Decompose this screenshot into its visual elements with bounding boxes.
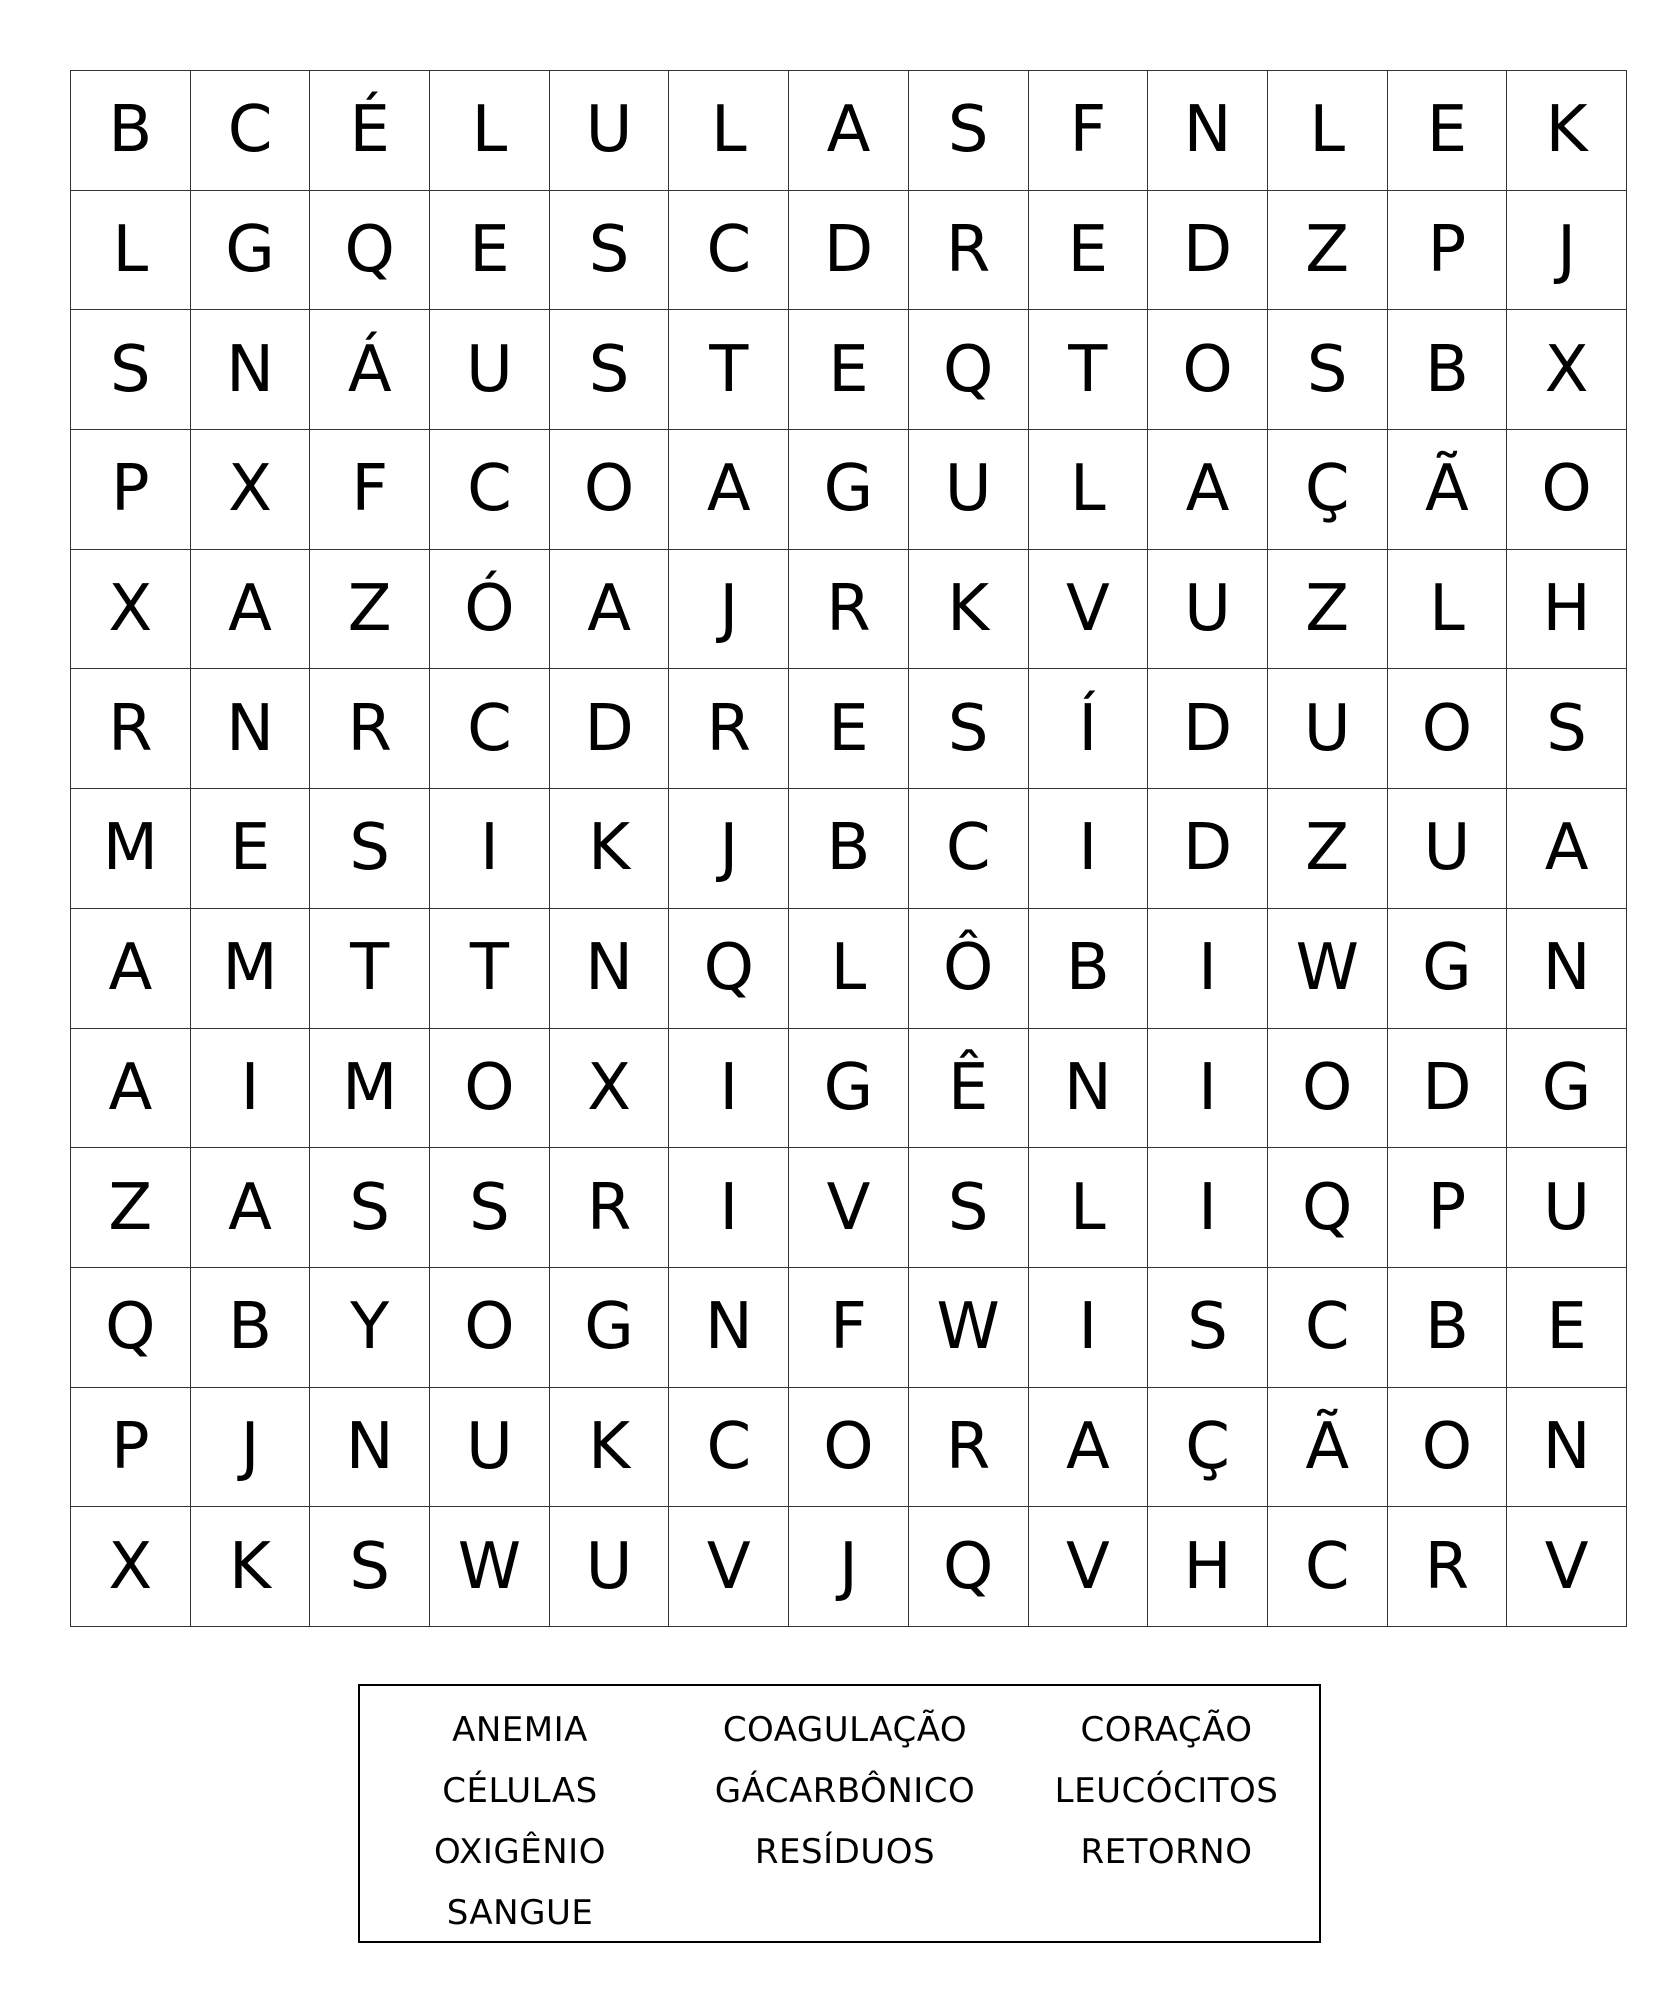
grid-cell[interactable]: S <box>1507 669 1627 789</box>
grid-cell[interactable]: X <box>71 1507 191 1627</box>
grid-cell[interactable]: D <box>549 669 669 789</box>
grid-cell[interactable]: A <box>1148 430 1268 550</box>
grid-cell[interactable]: O <box>1267 1028 1387 1148</box>
grid-cell[interactable]: A <box>1028 1387 1148 1507</box>
grid-cell[interactable]: E <box>1507 1267 1627 1387</box>
grid-cell[interactable]: S <box>908 71 1028 191</box>
grid-cell[interactable]: N <box>190 669 310 789</box>
grid-cell[interactable]: Ó <box>430 549 550 669</box>
grid-cell[interactable]: E <box>430 190 550 310</box>
grid-cell[interactable]: W <box>1267 908 1387 1028</box>
word-list <box>360 1700 1319 1944</box>
grid-cell[interactable]: K <box>1507 71 1627 191</box>
grid-cell[interactable]: H <box>1507 549 1627 669</box>
grid-cell[interactable]: B <box>1028 908 1148 1028</box>
grid-cell[interactable]: S <box>310 1148 430 1268</box>
grid-cell[interactable]: Q <box>1267 1148 1387 1268</box>
grid-cell[interactable]: A <box>71 1028 191 1148</box>
grid-cell[interactable]: T <box>669 310 789 430</box>
grid-cell[interactable]: K <box>190 1507 310 1627</box>
grid-cell[interactable]: R <box>549 1148 669 1268</box>
word-item: COAGULAÇÃO <box>722 1710 968 1750</box>
grid-cell[interactable]: Q <box>71 1267 191 1387</box>
word-item: GÁCARBÔNICO <box>714 1771 976 1811</box>
grid-cell[interactable]: K <box>908 549 1028 669</box>
grid-cell[interactable]: W <box>908 1267 1028 1387</box>
grid-cell[interactable]: T <box>430 908 550 1028</box>
grid-row <box>71 1387 1627 1507</box>
grid-cell[interactable]: A <box>789 71 909 191</box>
grid-cell[interactable]: L <box>789 908 909 1028</box>
grid-cell[interactable]: V <box>1507 1507 1627 1627</box>
grid-cell[interactable]: S <box>908 669 1028 789</box>
grid-cell[interactable]: I <box>1028 1267 1148 1387</box>
grid-cell[interactable]: F <box>1028 71 1148 191</box>
grid-cell[interactable]: Í <box>1028 669 1148 789</box>
grid-cell[interactable]: X <box>71 549 191 669</box>
grid-cell[interactable]: E <box>1028 190 1148 310</box>
grid-cell[interactable]: U <box>430 310 550 430</box>
grid-cell[interactable]: I <box>669 1028 789 1148</box>
grid-cell[interactable]: I <box>1148 908 1268 1028</box>
grid-cell[interactable]: U <box>549 71 669 191</box>
grid-cell[interactable]: O <box>1387 669 1507 789</box>
grid-cell[interactable]: S <box>549 190 669 310</box>
grid-cell[interactable]: I <box>669 1148 789 1268</box>
grid-cell[interactable]: O <box>1507 430 1627 550</box>
grid-cell[interactable]: Q <box>908 310 1028 430</box>
word-item: RETORNO <box>1080 1832 1253 1872</box>
grid-cell[interactable]: S <box>908 1148 1028 1268</box>
grid-cell[interactable]: C <box>1267 1507 1387 1627</box>
grid-cell[interactable]: E <box>789 669 909 789</box>
grid-cell[interactable]: T <box>310 908 430 1028</box>
grid-cell[interactable]: Z <box>1267 190 1387 310</box>
grid-cell[interactable]: A <box>1507 789 1627 909</box>
grid-cell[interactable]: L <box>1267 71 1387 191</box>
grid-cell[interactable]: D <box>789 190 909 310</box>
grid-cell[interactable]: C <box>430 430 550 550</box>
grid-cell[interactable]: Ç <box>1148 1387 1268 1507</box>
grid-cell[interactable]: R <box>310 669 430 789</box>
grid-cell[interactable]: Q <box>908 1507 1028 1627</box>
grid-row <box>71 1267 1627 1387</box>
grid-cell[interactable]: N <box>549 908 669 1028</box>
grid-cell[interactable]: N <box>310 1387 430 1507</box>
grid-cell[interactable]: J <box>789 1507 909 1627</box>
grid-cell[interactable]: I <box>1148 1148 1268 1268</box>
grid-cell[interactable]: G <box>549 1267 669 1387</box>
grid-cell[interactable]: N <box>190 310 310 430</box>
grid-cell[interactable]: O <box>430 1028 550 1148</box>
grid-cell[interactable]: Z <box>1267 789 1387 909</box>
grid-cell[interactable]: R <box>789 549 909 669</box>
grid-cell[interactable]: E <box>789 310 909 430</box>
grid-cell[interactable]: U <box>549 1507 669 1627</box>
grid-cell[interactable]: R <box>71 669 191 789</box>
grid-cell[interactable]: I <box>1028 789 1148 909</box>
grid-cell[interactable]: A <box>669 430 789 550</box>
grid-cell[interactable]: C <box>908 789 1028 909</box>
grid-cell[interactable]: Ã <box>1387 430 1507 550</box>
grid-cell[interactable]: N <box>1148 71 1268 191</box>
grid-cell[interactable]: K <box>549 1387 669 1507</box>
grid-row <box>71 1028 1627 1148</box>
grid-cell[interactable]: A <box>190 549 310 669</box>
grid-cell[interactable]: T <box>1028 310 1148 430</box>
grid-cell[interactable]: R <box>908 190 1028 310</box>
grid-cell[interactable]: X <box>549 1028 669 1148</box>
grid-cell[interactable]: C <box>669 190 789 310</box>
grid-cell[interactable]: U <box>430 1387 550 1507</box>
grid-cell[interactable]: Q <box>669 908 789 1028</box>
grid-cell[interactable]: N <box>1028 1028 1148 1148</box>
grid-cell[interactable]: B <box>71 71 191 191</box>
grid-cell[interactable]: V <box>669 1507 789 1627</box>
grid-cell[interactable]: A <box>549 549 669 669</box>
grid-cell[interactable]: E <box>190 789 310 909</box>
grid-cell[interactable]: J <box>190 1387 310 1507</box>
grid-cell[interactable]: O <box>1387 1387 1507 1507</box>
grid-cell[interactable]: N <box>1507 908 1627 1028</box>
grid-row <box>71 789 1627 909</box>
word-item: RESÍDUOS <box>754 1832 936 1872</box>
grid-cell[interactable]: Ê <box>908 1028 1028 1148</box>
grid-cell[interactable]: L <box>430 71 550 191</box>
grid-cell[interactable]: W <box>430 1507 550 1627</box>
grid-cell[interactable]: J <box>669 549 789 669</box>
grid-cell[interactable]: B <box>789 789 909 909</box>
letter-grid <box>70 70 1627 1627</box>
grid-cell[interactable]: L <box>1028 430 1148 550</box>
grid-cell[interactable]: Á <box>310 310 430 430</box>
word-item: OXIGÊNIO <box>434 1832 606 1872</box>
grid-cell[interactable]: O <box>430 1267 550 1387</box>
grid-cell[interactable]: L <box>1028 1148 1148 1268</box>
grid-cell[interactable]: O <box>789 1387 909 1507</box>
grid-cell[interactable]: C <box>430 669 550 789</box>
grid-cell[interactable]: K <box>549 789 669 909</box>
grid-row <box>71 430 1627 550</box>
grid-cell[interactable]: É <box>310 71 430 191</box>
grid-cell[interactable]: Z <box>310 549 430 669</box>
grid-cell[interactable]: U <box>1148 549 1268 669</box>
grid-cell[interactable]: C <box>1267 1267 1387 1387</box>
grid-cell[interactable]: S <box>310 789 430 909</box>
grid-cell[interactable]: Ã <box>1267 1387 1387 1507</box>
grid-cell[interactable]: S <box>549 310 669 430</box>
word-item: LEUCÓCITOS <box>1054 1771 1279 1811</box>
grid-cell[interactable]: V <box>1028 549 1148 669</box>
grid-cell[interactable]: R <box>1387 1507 1507 1627</box>
grid-cell[interactable]: U <box>1507 1148 1627 1268</box>
grid-cell[interactable]: M <box>190 908 310 1028</box>
grid-cell[interactable]: Z <box>71 1148 191 1268</box>
grid-cell[interactable]: O <box>1148 310 1268 430</box>
grid-cell[interactable]: U <box>1387 789 1507 909</box>
grid-cell[interactable]: R <box>669 669 789 789</box>
grid-cell[interactable]: G <box>789 430 909 550</box>
grid-cell[interactable]: I <box>430 789 550 909</box>
grid-cell[interactable]: X <box>190 430 310 550</box>
grid-cell[interactable]: A <box>190 1148 310 1268</box>
word-item: CÉLULAS <box>442 1771 598 1811</box>
grid-cell[interactable]: P <box>71 430 191 550</box>
grid-cell[interactable]: J <box>1507 190 1627 310</box>
grid-cell[interactable]: I <box>1148 1028 1268 1148</box>
grid-cell[interactable]: N <box>1507 1387 1627 1507</box>
grid-cell[interactable]: P <box>1387 190 1507 310</box>
grid-cell[interactable]: C <box>190 71 310 191</box>
grid-row <box>71 190 1627 310</box>
grid-cell[interactable]: D <box>1387 1028 1507 1148</box>
word-list-box <box>358 1684 1321 1943</box>
grid-cell[interactable]: F <box>789 1267 909 1387</box>
grid-cell[interactable]: G <box>190 190 310 310</box>
grid-row <box>71 549 1627 669</box>
grid-cell[interactable]: X <box>1507 310 1627 430</box>
grid-cell[interactable]: V <box>789 1148 909 1268</box>
grid-cell[interactable]: P <box>1387 1148 1507 1268</box>
grid-cell[interactable]: E <box>1387 71 1507 191</box>
grid-cell[interactable]: Ô <box>908 908 1028 1028</box>
grid-row <box>71 908 1627 1028</box>
grid-cell[interactable]: Ç <box>1267 430 1387 550</box>
grid-row <box>71 1507 1627 1627</box>
grid-cell[interactable]: S <box>1148 1267 1268 1387</box>
grid-cell[interactable]: B <box>1387 1267 1507 1387</box>
grid-cell[interactable]: A <box>71 908 191 1028</box>
grid-cell[interactable]: D <box>1148 669 1268 789</box>
grid-row <box>71 669 1627 789</box>
grid-cell[interactable]: S <box>430 1148 550 1268</box>
grid-cell[interactable]: B <box>1387 310 1507 430</box>
grid-cell[interactable]: S <box>1267 310 1387 430</box>
grid-cell[interactable]: Q <box>310 190 430 310</box>
grid-cell[interactable]: U <box>908 430 1028 550</box>
grid-cell[interactable]: Y <box>310 1267 430 1387</box>
grid-cell[interactable]: R <box>908 1387 1028 1507</box>
grid-cell[interactable]: G <box>1507 1028 1627 1148</box>
word-item: CORAÇÃO <box>1080 1710 1253 1750</box>
grid-cell[interactable]: F <box>310 430 430 550</box>
grid-row <box>71 71 1627 191</box>
grid-cell[interactable]: D <box>1148 789 1268 909</box>
grid-cell[interactable]: N <box>669 1267 789 1387</box>
grid-cell[interactable]: Z <box>1267 549 1387 669</box>
grid-cell[interactable]: H <box>1148 1507 1268 1627</box>
grid-cell[interactable]: O <box>549 430 669 550</box>
grid-cell[interactable]: L <box>1387 549 1507 669</box>
grid-cell[interactable]: M <box>71 789 191 909</box>
grid-cell[interactable]: M <box>310 1028 430 1148</box>
grid-cell[interactable]: S <box>310 1507 430 1627</box>
word-item: SANGUE <box>446 1893 594 1933</box>
grid-row <box>71 310 1627 430</box>
grid-cell[interactable]: I <box>190 1028 310 1148</box>
word-item: ANEMIA <box>452 1710 588 1750</box>
grid-cell[interactable]: B <box>190 1267 310 1387</box>
grid-cell[interactable]: P <box>71 1387 191 1507</box>
grid-cell[interactable]: U <box>1267 669 1387 789</box>
grid-cell[interactable]: V <box>1028 1507 1148 1627</box>
grid-cell[interactable]: S <box>71 310 191 430</box>
grid-cell[interactable]: G <box>789 1028 909 1148</box>
grid-cell[interactable]: G <box>1387 908 1507 1028</box>
grid-row <box>71 1148 1627 1268</box>
grid-cell[interactable]: D <box>1148 190 1268 310</box>
grid-cell[interactable]: J <box>669 789 789 909</box>
grid-cell[interactable]: C <box>669 1387 789 1507</box>
grid-cell[interactable]: L <box>71 190 191 310</box>
grid-cell[interactable]: L <box>669 71 789 191</box>
